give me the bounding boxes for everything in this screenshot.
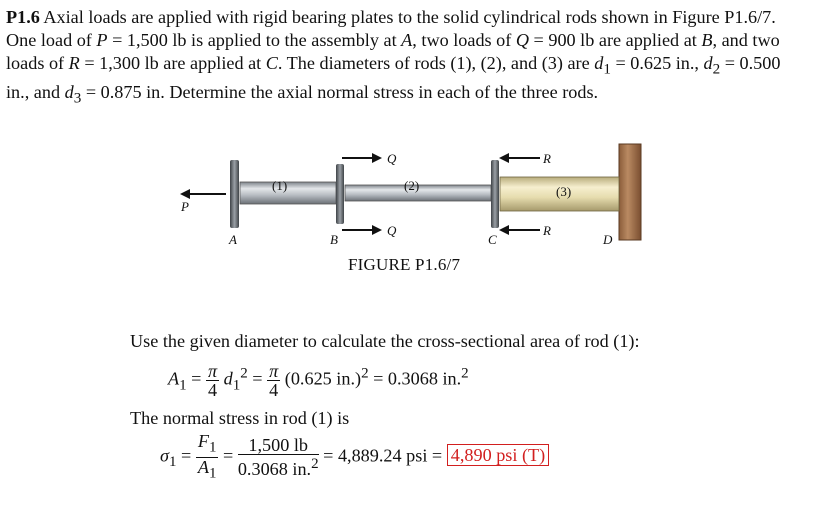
area-value: 0.3068 in. [237,459,312,480]
stress-equation: $\sigma_1$ = $\frac{F_1}{A_1}$ = $\frac{1,500 lb}{0.3068 in.^2}$ = 4,889.24 psi = 4,890 psi (T) [160,432,549,482]
pi-symbol: π [269,361,279,381]
load-Q-bottom-arrowhead [372,225,382,235]
plate-C [491,160,499,228]
var-d: d [223,368,233,389]
problem-statement [6,6,806,109]
var-P: P [96,30,108,50]
area-expression: (0.625 in.) [284,368,362,389]
problem-text: , and two loads of [6,30,780,73]
subscript: 1 [603,60,611,78]
var-F: F [197,431,209,451]
label-A: A [229,232,237,247]
plate-B [336,164,344,224]
answer-box: 4,890 psi (T) [447,444,549,466]
load-R-bottom-arrowhead [499,225,509,235]
label-rod-1: (1) [272,178,288,193]
stress-intro: The normal stress in rod (1) is [130,408,350,428]
label-R-top: R [543,151,551,166]
fraction [267,362,280,399]
var-d: d [64,81,74,102]
sigma-symbol: σ [160,445,169,466]
subscript: 1 [208,439,217,456]
superscript: 2 [461,365,469,382]
label-Q-bottom: Q [387,223,397,238]
problem-text: = 900 lb are applied at [529,30,702,50]
var-Q: Q [515,30,529,50]
label-D: D [603,232,613,247]
var-d: d [703,53,713,73]
superscript: 2 [311,456,319,473]
subscript: 2 [712,60,721,78]
area-result: = 0.3068 in. [368,368,462,389]
label-rod-2: (2) [404,178,420,193]
var-R: R [68,53,80,73]
label-rod-3: (3) [556,184,572,199]
problem-text: = 0.875 in. Determine the axial normal stress in each of the three rods. [81,81,599,102]
figure-caption: FIGURE P1.6/7 [348,255,461,274]
fraction [206,362,219,399]
problem-text: , two loads of [412,30,516,50]
subscript: 1 [232,377,241,394]
pi-symbol: π [207,361,218,381]
fraction [238,436,319,478]
var-B: B [701,30,713,50]
problem-label: P1.6 [6,7,40,27]
force-value: 1,500 lb [238,436,319,455]
label-Q-top: Q [387,151,397,166]
denominator: 4 [269,380,279,400]
plate-A [230,160,239,228]
var-A: A [401,30,413,50]
subscript: 1 [208,465,217,482]
rod-1 [240,182,336,204]
subscript: 3 [73,89,82,107]
stress-result: = 4,889.24 psi = [318,445,447,466]
problem-text: = 1,300 lb are applied at [79,53,266,73]
superscript: 2 [240,365,248,382]
label-R-bottom: R [543,223,551,238]
load-P-arrowhead [180,189,190,199]
subscript: 1 [168,453,177,470]
load-Q-top-arrowhead [372,153,382,163]
var-A: A [168,368,180,389]
fixed-wall [619,144,641,240]
problem-text: = 1,500 lb is applied to the assembly at [107,30,402,50]
denominator: 4 [208,380,218,400]
problem-text: = 0.625 in., [610,53,704,73]
problem-text: . The diameters of rods (1), (2), and (3) are [277,53,595,73]
problem-text: = 0.500 in., and [6,53,781,102]
superscript: 2 [361,365,369,382]
load-R-top-arrowhead [499,153,509,163]
subscript: 1 [179,377,187,394]
fraction [196,432,219,482]
var-A: A [197,456,209,477]
var-C: C [265,53,278,73]
label-B: B [330,232,338,247]
var-d: d [594,53,604,73]
solution-intro: Use the given diameter to calculate the cross-sectional area of rod (1): [130,331,640,351]
label-P: P [181,199,189,214]
area-equation: $A_1$ = $\frac{\pi}{4}$ $d_1^2$ = $\frac{\pi}{4}$ (0.625 in.)$^2$ = 0.3068 in.$^2$ [168,361,469,400]
problem-text: Axial loads are applied with rigid bearing plates to the solid cylindrical rods shown in Figure P1.6/7. One load of [6,7,776,50]
label-C: C [488,232,497,247]
